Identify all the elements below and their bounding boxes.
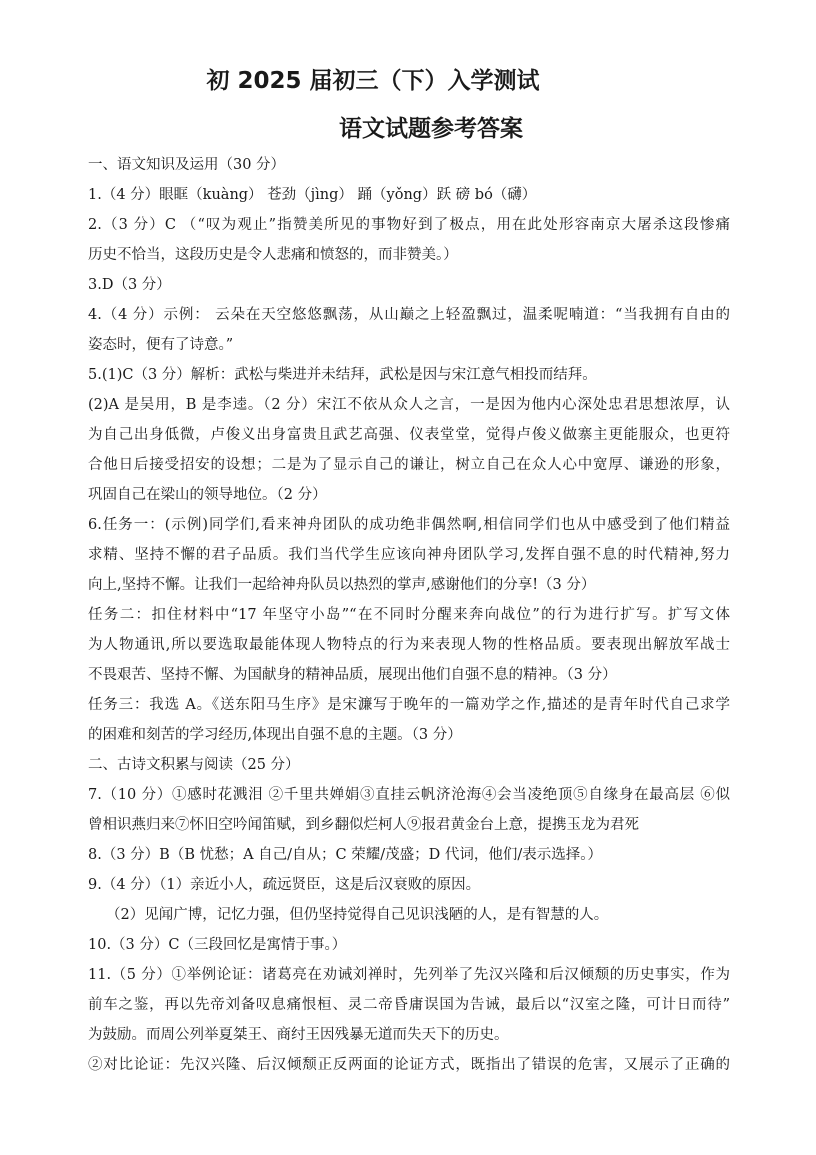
section-heading: 一、语文知识及运用（30 分） (88, 157, 286, 173)
answer-line: 3.D（3 分） (88, 277, 171, 293)
answer-line: 求精、坚持不懈的君子品质。我们当代学生应该向神舟团队学习,发挥自强不息的时代精神,努力 (88, 547, 730, 563)
answer-line: 曾相识燕归来⑦怀旧空吟闻笛赋，到乡翻似烂柯人⑨报君黄金台上意，提携玉龙为君死 (88, 817, 639, 833)
section-heading: 二、古诗文积累与阅读（25 分） (88, 757, 300, 773)
answer-line: (2)A 是吴用，B 是李逵。（2 分）宋江不依从众人之言，一是因为他内心深处忠君思想浓厚，认 (88, 397, 730, 413)
answer-line: 7.（10 分）①感时花溅泪 ②千里共婵娟③直挂云帆济沧海④会当凌绝顶⑤自缘身在最高层 ⑥似 (88, 787, 730, 803)
answer-line: 6.任务一：(示例)同学们,看来神舟团队的成功绝非偶然啊,相信同学们也从中感受到了他们精益 (88, 517, 730, 533)
exam-title: 初 2025 届初三（下）入学测试 (206, 68, 540, 94)
answer-line: 为自己出身低微，卢俊义出身富贵且武艺高强、仪表堂堂，觉得卢俊义做寨主更能服众，也更符 (88, 427, 730, 443)
answer-line: 1.（4 分）眼眶（kuàng） 苍劲（jìng） 踊（yǒng）跃 磅 bó（礴） (88, 187, 537, 203)
answer-line: 10.（3 分）C（三段回忆是寓情于事。） (88, 937, 347, 953)
answer-line: 2.（3 分）C （“叹为观止”指赞美所见的事物好到了极点，用在此处形容南京大屠杀这段惨痛 (88, 217, 730, 233)
answer-line: 为鼓励。而周公列举夏桀王、商纣王因残暴无道而失天下的历史。 (88, 1027, 509, 1043)
answer-line: 为人物通讯,所以要选取最能体现人物特点的行为来表现人物的性格品质。要表现出解放军战士 (88, 637, 730, 653)
answer-line: 任务三：我选 A。《送东阳马生序》是宋濂写于晚年的一篇劝学之作,描述的是青年时代自己求学 (88, 697, 730, 713)
answer-line: 合他日后接受招安的设想；二是为了显示自己的谦让，树立自己在众人心中宽厚、谦逊的形象， (88, 457, 730, 473)
answer-line: 历史不恰当，这段历史是令人悲痛和愤怒的，而非赞美。） (88, 247, 458, 263)
answer-line: 4.（4 分）示例： 云朵在天空悠悠飘荡，从山巅之上轻盈飘过，温柔呢喃道：“当我拥有自由的 (88, 307, 730, 323)
answer-key-title: 语文试题参考答案 (339, 116, 523, 142)
answer-line: 姿态时，便有了诗意。” (88, 337, 234, 353)
answer-line: 巩固自己在梁山的领导地位。（2 分） (88, 487, 327, 503)
answer-line: 5.(1)C（3 分）解析：武松与柴进并未结拜，武松是因与宋江意气相投而结拜。 (88, 367, 597, 383)
answer-body (88, 150, 730, 1080)
answer-line: 任务二：扣住材料中“17 年坚守小岛”“在不同时分醒来奔向战位”的行为进行扩写。扩写文体 (88, 607, 730, 623)
answer-line: ②对比论证：先汉兴隆、后汉倾颓正反两面的论证方式，既指出了错误的危害，又展示了正确的 (88, 1057, 730, 1073)
answer-line: （2）见闻广博，记忆力强，但仍坚持觉得自己见识浅陋的人，是有智慧的人。 (106, 907, 609, 923)
answer-line: 不畏艰苦、坚持不懈、为国献身的精神品质，展现出他们自强不息的精神。（3 分） (88, 667, 617, 683)
answer-line: 8.（3 分）B（B 忧愁；A 自己/自从；C 荣耀/茂盛；D 代词，他们/表示选择。） (88, 847, 603, 863)
answer-line: 向上,坚持不懈。让我们一起给神舟队员以热烈的掌声,感谢他们的分享!（3 分） (88, 577, 596, 593)
answer-line: 9.（4 分）（1）亲近小人，疏远贤臣，这是后汉衰败的原因。 (88, 877, 481, 893)
answer-line: 前车之鉴，再以先帝刘备叹息痛恨桓、灵二帝昏庸误国为告诫，最后以“汉室之隆，可计日而待” (88, 997, 730, 1013)
answer-line: 的困难和刻苦的学习经历,体现出自强不息的主题。（3 分） (88, 727, 462, 743)
answer-line: 11.（5 分）①举例论证：诸葛亮在劝诫刘禅时，先列举了先汉兴隆和后汉倾颓的历史事实，作为 (88, 967, 730, 983)
